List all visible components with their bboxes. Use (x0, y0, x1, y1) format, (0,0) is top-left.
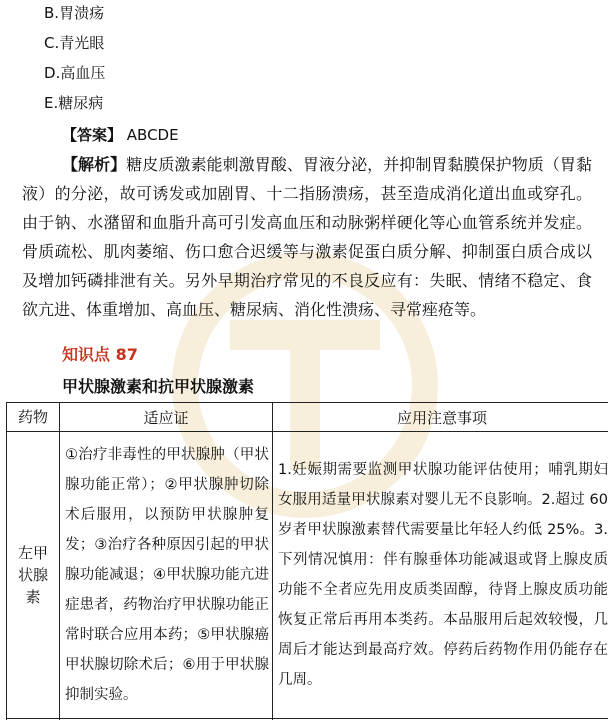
drug-table (6, 402, 608, 720)
notes-text: 1.妊娠期需要监测甲状腺功能评估使用；哺乳期妇女服用适量甲状腺素对婴儿无不良影响。2.超过 60 岁者甲状腺激素替代需要量比年轻人约低 25%。3.下列情况慎用：伴有腺垂体功能减退或肾上腺皮质功能不全者应先用皮质类固醇，待肾上腺皮质功能恢复正常后再用本类药。本品服用后起效较慢，几周后才能达到最高疗效。停药后药物作用仍能存在几周。 (278, 462, 608, 688)
answer-tag: 【答案】 (62, 126, 123, 144)
option-e: E.糖尿病 (44, 94, 104, 112)
table-header-row (7, 403, 609, 432)
answer-line (62, 124, 179, 146)
table-row (7, 432, 609, 719)
drug-name: 左甲状腺素 (17, 544, 48, 606)
knowledge-point-heading: 知识点 87 (62, 345, 138, 364)
drug-name-cell (7, 432, 60, 719)
header-notes: 应用注意事项 (273, 403, 609, 432)
table-title: 甲状腺激素和抗甲状腺激素 (62, 377, 255, 396)
analysis-tag: 【解析】 (62, 155, 127, 174)
header-indications: 适应证 (60, 403, 273, 432)
drug-table-container (6, 402, 608, 720)
notes-cell (273, 432, 609, 719)
indications-cell (60, 432, 273, 719)
header-drug: 药物 (7, 403, 60, 432)
analysis-paragraph (22, 150, 592, 324)
indications-text: ①治疗非毒性的甲状腺肿（甲状腺功能正常）；②甲状腺肿切除术后服用，以预防甲状腺肿复发；③治疗各种原因引起的甲状腺功能减退；④甲状腺功能亢进症患者，药物治疗甲状腺功能正常时联合应用本药；⑤甲状腺癌甲状腺切除术后；⑥用于甲状腺抑制实验。 (65, 447, 269, 703)
option-c: C.青光眼 (44, 34, 105, 52)
answer-value: ABCDE (122, 126, 179, 144)
analysis-text: 糖皮质激素能刺激胃酸、胃液分泌，并抑制胃黏膜保护物质（胃黏液）的分泌，故可诱发或加剧胃、十二指肠溃疡，甚至造成消化道出血或穿孔。由于钠、水潴留和血脂升高可引发高血压和动脉粥样硬化等心血管系统并发症。骨质疏松、肌肉萎缩、伤口愈合迟缓等与激素促蛋白质分解、抑制蛋白质合成以及增加钙磷排泄有关。另外早期治疗常见的不良反应有：失眠、情绪不稳定、食欲亢进、体重增加、高血压、糖尿病、消化性溃疡、寻常痤疮等。 (22, 155, 592, 319)
option-b: B.胃溃疡 (44, 4, 105, 22)
option-d: D.高血压 (44, 64, 106, 82)
